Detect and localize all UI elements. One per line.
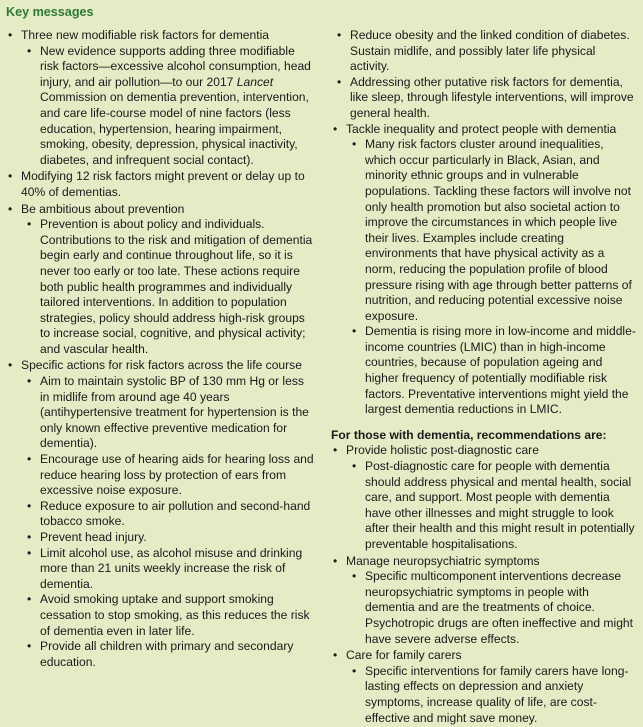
dementia-sublist [348,459,637,553]
right-top-list [333,28,637,122]
dementia-item-text: Care for family carers [346,648,462,663]
dementia-heading: For those with dementia, recommendations are: [331,427,607,442]
panel-title: Key messages [6,5,94,19]
dementia-item [331,443,637,552]
right-subitem: • Many risk factors cluster around inequalities, which occur particularly in Black, Asian, and minority ethnic groups and in vulnerable populations. Tackling these factors will involve not only health promotion but also societal action to improve the circumstances in which people live their lives. Examples include creating environments that have physical activity as a norm, reducing the population profile of blood pressure rising with age through better patterns of nutrition, and reducing potential excessive noise exposure. [348,137,637,324]
left-sublist [23,44,315,169]
dementia-item [331,554,637,648]
left-item-text: Three new modifiable risk factors for dementia [21,28,270,42]
left-subitem: • Limit alcohol use, as alcohol misuse and drinking more than 21 units weekly increase the risk of dementia. [23,546,315,593]
dementia-sublist [348,664,637,726]
left-column [6,28,323,727]
left-subitem: • Encourage use of hearing aids for hearing loss and reduce hearing loss by protection of ears from excessive noise exposure. [23,452,315,499]
dementia-item [331,648,637,726]
left-item [6,169,315,200]
left-item [6,202,315,358]
right-item [331,122,637,418]
dementia-subitem: • Specific interventions for family carers have long-lasting effects on depression and anxiety symptoms, increase quality of life, are cost-effective and might save money. [348,664,637,726]
columns [6,28,637,727]
right-top-subitem: • Reduce obesity and the linked condition of diabetes. Sustain midlife, and possibly later life physical activity. [333,28,637,75]
dementia-sublist [348,569,637,647]
dementia-subitem: • Specific multicomponent interventions decrease neuropsychiatric symptoms in people with dementia and are the treatments of choice. Psychotropic drugs are often ineffective and might have severe adverse effects. [348,569,637,647]
right-column [323,28,637,727]
left-item-text: Be ambitious about prevention [21,201,185,216]
left-subitem: • Aim to maintain systolic BP of 130 mm Hg or less in midlife from around age 40 years (antihypertensive treatment for hypertension is the only known effective preventive medication for dementia). [23,374,315,452]
left-item-text: Modifying 12 risk factors might prevent or delay up to 40% of dementias. [21,169,305,199]
dementia-subitem: • Post-diagnostic care for people with dementia should address physical and mental health, social care, and support. Most people with dementia have other illnesses and might struggle to look after their health and this might result in potentially preventable hospitalisations. [348,459,637,553]
left-item [6,358,315,670]
dementia-item-text: Manage neuropsychiatric symptoms [346,553,540,568]
dementia-list [331,443,637,726]
right-item-text: Tackle inequality and protect people with dementia [346,121,617,136]
left-subitem: • New evidence supports adding three modifiable risk factors—excessive alcohol consumption, head injury, and air pollution—to our 2017 Lancet Commission on dementia prevention, intervention, and care life-course model of nine factors (less education, hypertension, hearing impairment, smoking, obesity, depression, physical inactivity, diabetes, and infrequent social contact). [23,44,315,169]
right-subitem: • Dementia is rising more in low-income and middle-income countries (LMIC) than in high-income countries, because of population ageing and higher frequency of potentially modifiable risk factors. Preventative interventions might yield the largest dementia reductions in LMIC. [348,324,637,418]
left-item [6,28,315,168]
left-sublist [23,217,315,357]
left-sublist [23,374,315,670]
right-sublist [348,137,637,418]
dementia-item-text: Provide holistic post-diagnostic care [346,443,539,458]
right-top-subitem: • Addressing other putative risk factors for dementia, like sleep, through lifestyle interventions, will improve general health. [333,75,637,122]
left-subitem: • Prevention is about policy and individuals. Contributions to the risk and mitigation of dementia begin early and continue throughout life, so it is never too early or too late. These actions require both public health programmes and individually tailored interventions. In addition to population strategies, policy should address high-risk groups to increase social, cognitive, and physical activity; and vascular health. [23,217,315,357]
left-list [6,28,315,670]
left-subitem: • Avoid smoking uptake and support smoking cessation to stop smoking, as this reduces the risk of dementia even in later life. [23,592,315,639]
left-subitem: • Provide all children with primary and secondary education. [23,639,315,670]
left-subitem: • Prevent head injury. [23,530,315,546]
left-subitem: • Reduce exposure to air pollution and second-hand tobacco smoke. [23,499,315,530]
right-list [331,122,637,418]
left-item-text: Specific actions for risk factors across the life course [21,358,302,373]
